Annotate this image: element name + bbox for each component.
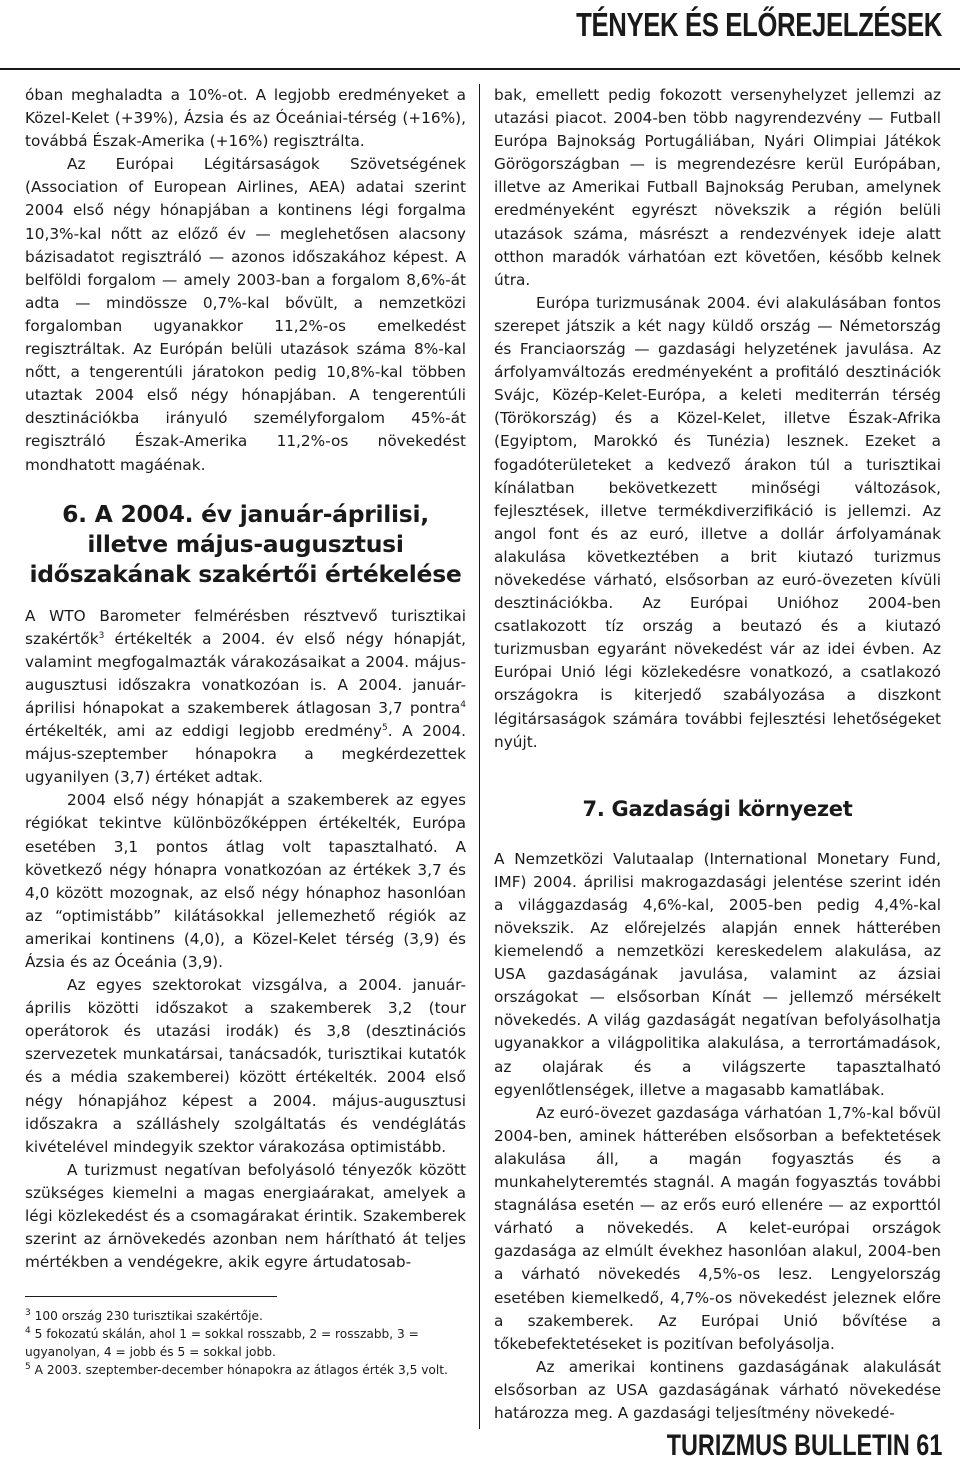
- header-rule: [0, 68, 960, 70]
- footnote-5: $^5$ A 2003. szeptember-december hónapokra az átlagos érték 3,5 volt.: [25, 1362, 448, 1378]
- paragraph: A turizmust negatívan befolyásoló tényezők között szükséges kiemelni a magas energiaárakat, amelyek a légi közlekedést és a csomagárakat érintik. Szakemberek szerint az árnövekedés azonban nem hárítható át teljes mértékben a vendégekre, akik egyre ártudatosab-: [25, 1160, 466, 1272]
- paragraph: bak, emellett pedig fokozott versenyhelyzet jellemzi az utazási piacot. 2004-ben több nagyrendezvény — Futball Európa Bajnokság Portugáliában, Nyári Olimpiai Játékok Görögországban — is megrendezésre kerül Európában, illetve az Amerikai Futball Bajnokság Peruban, amelynek eredményeként egyrészt növekszik a régión belüli utazások száma, másrészt a rendezvények ideje alatt otthon maradók várhatóan ezt követően, később kelnek útra.: [494, 86, 941, 289]
- paragraph: Európa turizmusának 2004. évi alakulásában fontos szerepet játszik a két nagy küldő ország — Németország és Franciaország — gazdasági helyzetének javulása. Az árfolyamváltozás eredményeként a profitáló desztinációk Svájc, Közép-Kelet-Európa, a keleti mediterrán térség (Törökország) és a Közel-Kelet, illetve Észak-Afrika (Egyiptom, Marokkó és Tunézia) lesznek. Ezeket a fogadóterületeket a kedvező árakon túl a turisztikai kínálatban bekövetkezett minőségi változások, fejlesztések, illetve termékdiverzifikáció is jellemzi. Az angol font és az euró, illetve a dollár árfolyamának alakulása következtében a brit kiutazó turizmus növekedése várható, elsősorban az euró-övezeten kívüli desztinációkba. Az Európai Unióhoz 2004-ben csatlakozott tíz ország a beutazó és a kiutazó turizmusban egyaránt növekedést vár az idei évben. Az Európai Unió légi közlekedésre vonatkozó, a csatlakozó országokra is kiterjedő szabályozása a diszkont légitársaságok számára további fejlesztési lehetőségeket nyújt.: [494, 293, 941, 751]
- paragraph: Az amerikai kontinens gazdaságának alakulását elsősorban az USA gazdaságának várható növekedése határozza meg. A gazdasági teljesítmény növekedé-: [494, 1357, 941, 1422]
- paragraph: óban meghaladta a 10%-ot. A legjobb eredményeket a Közel-Kelet (+39%), Ázsia és az Óceániai-térség (+16%), továbbá Észak-Amerika (+16%) regisztrálta.: [25, 86, 466, 151]
- footnote-rule: [25, 1296, 277, 1297]
- footnote-ref: 3: [98, 630, 105, 641]
- left-column: [25, 84, 466, 1379]
- footnote-ref: 5: [382, 722, 388, 733]
- section-heading-7: 7. Gazdasági környezet: [582, 796, 853, 821]
- paragraph: 2004 első négy hónapját a szakemberek az egyes régiókat tekintve különbözőképpen értékelték, Európa esetében 3,1 pontos átlag volt tapasztalható. A következő négy hónapra vonatkozóan az értékek 3,7 és 4,0 között mozognak, az első négy hónaphoz hasonlóan az “optimistább” kilátásokkal jellemezhető régiók az amerikai kontinens (4,0), a Közel-Kelet térség (3,9) és Ázsia és az Óceánia (3,9).: [25, 791, 466, 971]
- publication-footer: TURIZMUS BULLETIN 61: [666, 1429, 942, 1462]
- paragraph: Az egyes szektorokat vizsgálva, a 2004. január-április közötti időszakot a szakemberek 3,2 (tour operátorok és utazási irodák) és 3,8 (desztinációs szervezetek munkatársai, tanácsadók, turisztikai kutatók és a média szakemberei) között értékelték. 2004 első négy hónapjához képest a 2004. május-augusztusi időszakra a szálláshely szolgáltatás és vendéglátás kivételével mindegyik szektor várakozása optimistább.: [25, 976, 466, 1156]
- footnote-4: $^4$ 5 fokozatú skálán, ahol 1 = sokkal rosszabb, 2 = rosszabb, 3 = ugyanolyan, 4 = jobb és 5 = sokkal jobb.: [25, 1326, 419, 1360]
- paragraph: A WTO Barometer felmérésben résztvevő turisztikai szakértők$^3$ értékelték a 2004. év első négy hónapját, valamint megfogalmazták várakozásaikat a 2004. május-augusztusi időszakra vonatkozóan is. A 2004. január-áprilisi hónapokat a szakemberek átlagosan 3,7 pontra$^4$ értékelték, ami az eddigi legjobb eredmény$^5$. A 2004. május-szeptember hónapokra a megkérdezettek ugyanilyen (3,7) értéket adtak.: [25, 606, 466, 787]
- paragraph: Az euró-övezet gazdasága várhatóan 1,7%-kal bővül 2004-ben, aminek hátterében elsősorban a befektetések alakulása áll, a magán fogyasztás és a munkahelyteremtés stagnál. A magán fogyasztás további stagnálása esetén — az erős euró ellenére — az exporttól várható a növekedés. A kelet-európai országok gazdasága az elmúlt évekhez hasonlóan alakul, 2004-ben a várható növekedés 4,5%-os lesz. Lengyelország esetében kiemelkedő, 4,7%-os növekedést jeleznek előre a szakemberek. Az Európai Unió bővítése a tőkebefektetéseket is pozitívan befolyásolja.: [494, 1103, 941, 1353]
- paragraph: Az Európai Légitársaságok Szövetségének (Association of European Airlines, AEA) adatai szerint 2004 első négy hónapjában a kontinens légi forgalma 10,3%-kal nőtt az előző év — meglehetősen alacsony bázisadatot regisztráló — azonos időszakához képest. A belföldi forgalom — amely 2003-ban a forgalom 8,6%-át adta — mindössze 0,7%-kal bővült, a nemzetközi forgalomban ugyanakkor 11,2%-os emelkedést regisztráltak. Az Európán belüli utazások száma 8%-kal nőtt, a tengerentúli járatokon pedig 10,8%-kal többen utaztak 2004 első négy hónapjában. A tengerentúli desztinációkba irányuló személyforgalom 45%-át regisztráló Észak-Amerika 11,2%-os növekedést mondhatott magáénak.: [25, 155, 466, 474]
- section-header-title: TÉNYEK ÉS ELŐREJELZÉSEK: [576, 6, 942, 43]
- section-heading-6: 6. A 2004. év január-áprilisi, illetve május-augusztusi időszakának szakértői értékelése: [29, 499, 462, 588]
- footnote-3: $^3$ 100 ország 230 turisztikai szakértője.: [25, 1308, 263, 1324]
- column-divider: [479, 84, 480, 1429]
- paragraph: A Nemzetközi Valutaalap (International Monetary Fund, IMF) 2004. áprilisi makrogazdasági jelentése szerint idén a világgazdaság 4,6%-kal, 2005-ben pedig 4,4%-kal növekszik. Az előrejelzés alapján ennek hátterében kiemelendő a nemzetközi kereskedelem alakulása, az USA gazdaságának javulása, valamint az ázsiai országokat — elsősorban Kínát — jellemző mérsékelt növekedés. A világ gazdaságát negatívan befolyásolhatja ugyanakkor a világpolitika alakulása, a terrortámadások, az olajárak és a világszerte tapasztalható egyenlőtlenségek, illetve a magasabb kamatlábak.: [494, 849, 941, 1099]
- footnote-ref: 4: [460, 699, 466, 710]
- right-column: [494, 84, 941, 1425]
